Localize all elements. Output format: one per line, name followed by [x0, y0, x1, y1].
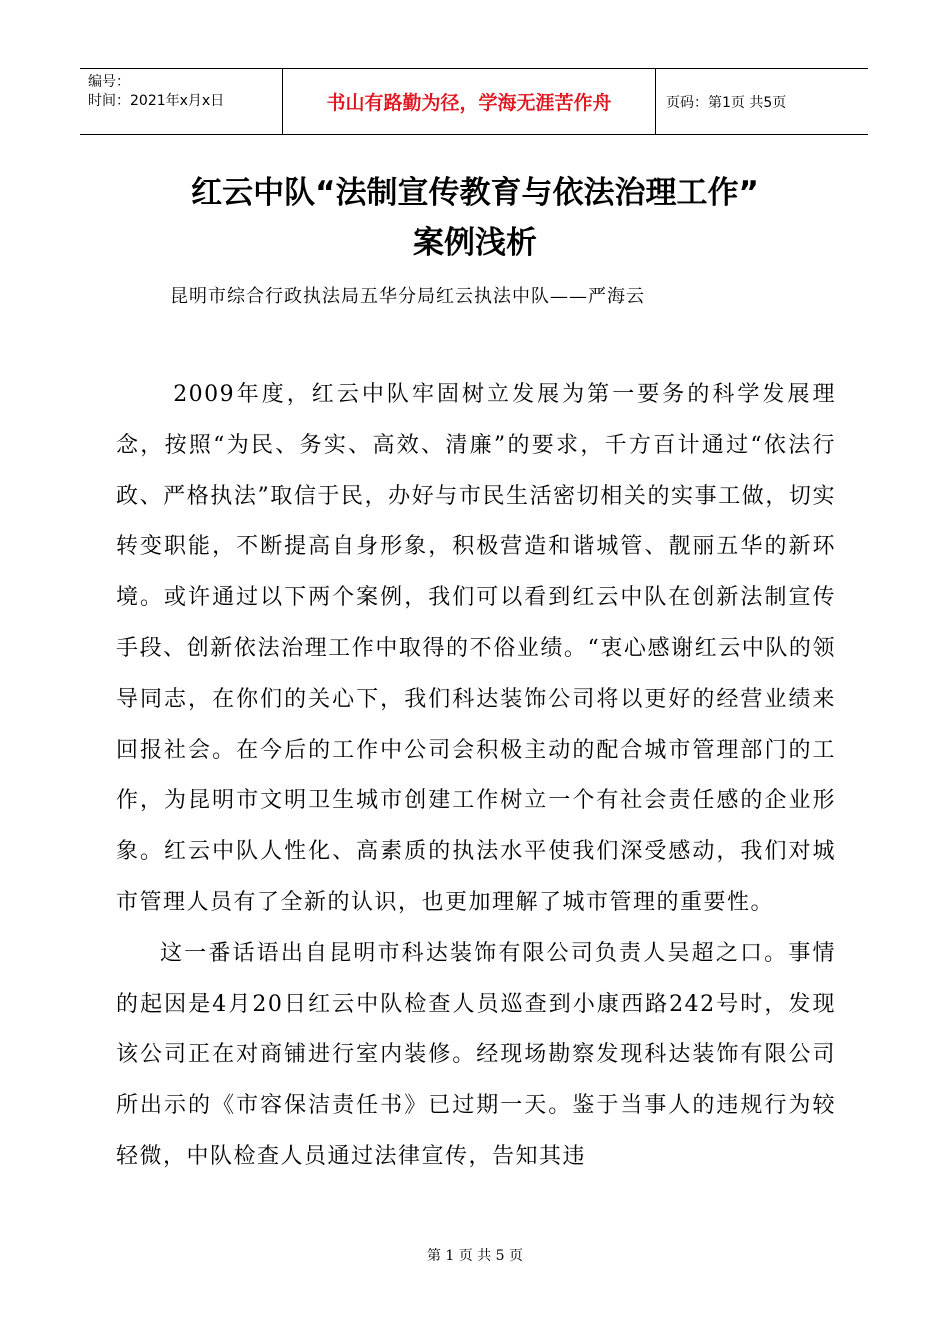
- page-footer: 第 1 页 共 5 页: [426, 1248, 524, 1264]
- header-meta: [80, 69, 282, 134]
- number-label: 编号：: [88, 74, 130, 90]
- paragraph: 2009年度，红云中队牢固树立发展为第一要务的科学发展理念，按照“为民、务实、高效、清廉”的要求，千方百计通过“依法行政、严格执法”取信于民，办好与市民生活密切相关的实事工做，切实转变职能，不断提高自身形象，积极营造和谐城管、靓丽五华的新环境。或许通过以下两个案例，我们可以看到红云中队在创新法制宣传手段、创新依法治理工作中取得的不俗业绩。“衷心感谢红云中队的领导同志，在你们的关心下，我们科达装饰公司将以更好的经营业绩来回报社会。在今后的工作中公司会积极主动的配合城市管理部门的工作，为昆明市文明卫生城市创建工作树立一个有社会责任感的企业形象。红云中队人性化、高素质的执法水平使我们深受感动，我们对城市管理人员有了全新的认识，也更加理解了城市管理的重要性。: [116, 382, 836, 915]
- document-body: [116, 370, 836, 1183]
- motto: 书山有路勤为径，学海无涯苦作舟: [282, 69, 656, 134]
- header-table: [80, 68, 868, 135]
- paragraph: 这一番话语出自昆明市科达装饰有限公司负责人吴超之口。事情的起因是4月20日红云中队检查人员巡查到小康西路242号时，发现该公司正在对商铺进行室内装修。经现场勘察发现科达装饰有限公司所出示的《市容保洁责任书》已过期一天。鉴于当事人的违规行为较轻微，中队检查人员通过法律宣传，告知其违: [116, 940, 836, 1169]
- document-title-line1: 红云中队“法制宣传教育与依法治理工作”: [191, 175, 759, 211]
- document-title-line2: 案例浅析: [413, 225, 537, 261]
- page-code: 页码：第1页 共5页: [666, 94, 787, 111]
- time-label: 时间：2021年x月x日: [88, 93, 225, 109]
- document-subtitle: 昆明市综合行政执法局五华分局红云执法中队——严海云: [170, 286, 645, 307]
